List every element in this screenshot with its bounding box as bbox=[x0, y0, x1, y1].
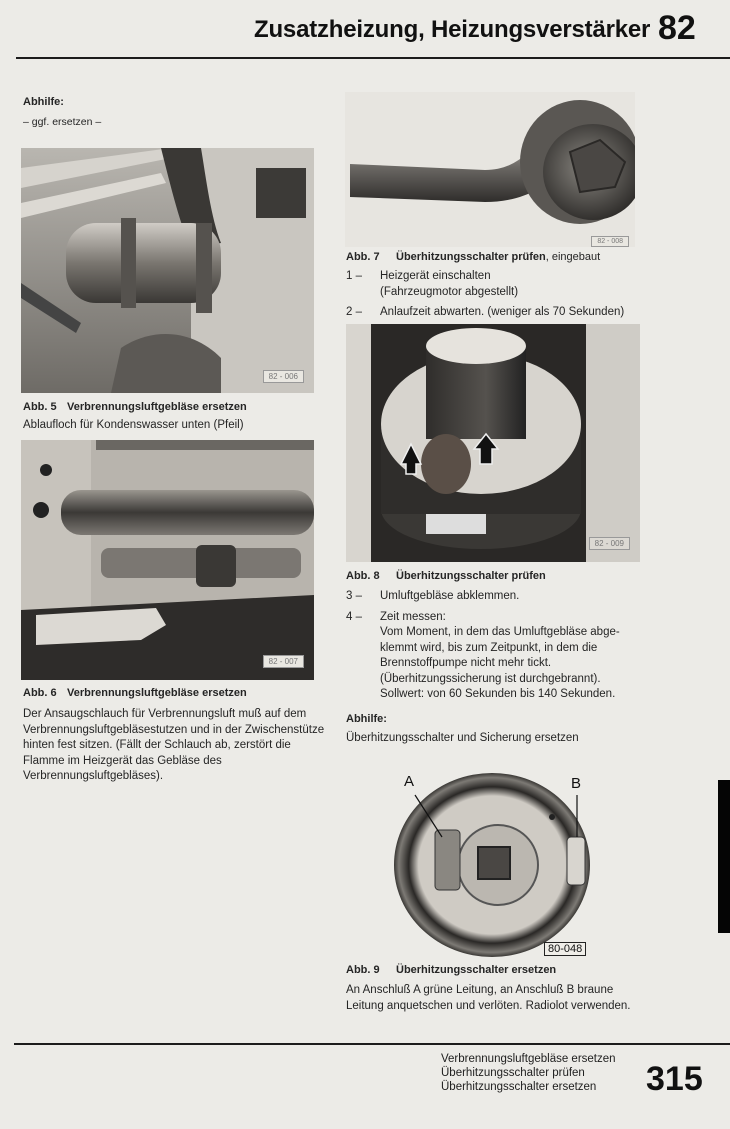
figure8-title: Überhitzungsschalter prüfen bbox=[396, 570, 546, 582]
remedy-text-right: Überhitzungsschalter und Sicherung ersetzen bbox=[346, 732, 579, 744]
page-title: Zusatzheizung, Heizungsverstärker bbox=[254, 16, 651, 43]
section-number: 82 bbox=[658, 9, 696, 47]
footer-topic: Überhitzungsschalter ersetzen bbox=[441, 1081, 597, 1093]
figure5-caption bbox=[23, 400, 247, 416]
figure8-photo bbox=[346, 324, 640, 562]
figure7-photo bbox=[345, 92, 635, 247]
figure9-title: Überhitzungsschalter ersetzen bbox=[396, 964, 557, 976]
header-rule bbox=[16, 57, 730, 59]
figure7-number: Abb. 7 bbox=[346, 251, 380, 263]
figure9-paragraph: An Anschluß A grüne Leitung, an Anschluß B braune Leitung anquetschen und verlöten. Radiolot verwenden. bbox=[346, 984, 631, 1012]
figure9-photo bbox=[380, 765, 610, 961]
thumb-index-tab bbox=[718, 780, 730, 933]
figure5-title: Verbrennungsluftgebläse ersetzen bbox=[67, 401, 247, 413]
footer-rule bbox=[14, 1043, 730, 1045]
figure8-caption bbox=[346, 569, 546, 585]
figure6-caption bbox=[23, 686, 247, 702]
figure7-caption bbox=[346, 250, 600, 266]
figure5-plate-id: 82 - 006 bbox=[263, 370, 304, 383]
figure7-plate-id: 82 - 008 bbox=[591, 236, 629, 247]
remedy-text: – ggf. ersetzen – bbox=[23, 116, 102, 128]
figure7-title-suffix: , eingebaut bbox=[545, 251, 601, 263]
figure6-title: Verbrennungsluftgebläse ersetzen bbox=[67, 687, 247, 699]
figure9-caption bbox=[346, 963, 556, 979]
figure5-note: Ablaufloch für Kondenswasser unten (Pfeil) bbox=[23, 419, 244, 431]
figure9-label-b: B bbox=[571, 775, 582, 792]
figure5-photo bbox=[21, 148, 314, 393]
remedy-heading-right: Abhilfe: bbox=[346, 713, 387, 725]
page-number: 315 bbox=[646, 1060, 703, 1098]
steps-list-a bbox=[346, 269, 646, 321]
figure8-number: Abb. 8 bbox=[346, 570, 380, 582]
footer-topics bbox=[441, 1052, 616, 1094]
figure5-number: Abb. 5 bbox=[23, 401, 57, 413]
step-item: 3 – Umluftgebläse abklemmen. bbox=[346, 590, 520, 602]
figure6-paragraph: Der Ansaugschlauch für Verbrennungsluft muß auf dem Verbrennungsluftgebläsestutzen und in der Zwischenstütze hinten fest sitzen. (Fällt der Schlauch ab, zerstört die Flamme im Heizgerät das Gebläse des Verbrennungsluftgebläses). bbox=[23, 708, 325, 783]
step-item: 4 – Zeit messen: Vom Moment, in dem das Umluftgebläse abge- klemmt wird, bis zum Zeitpunkt, in dem die Brennstoffpumpe nicht mehr tickt. (Überhitzungssicherung ist durchgebrannt). Sollwert: von 60 Sekunden bis 140 Sekunden. bbox=[346, 610, 620, 700]
figure7-title: Überhitzungsschalter prüfen bbox=[396, 251, 546, 263]
figure9-label-a: A bbox=[404, 773, 415, 790]
figure6-number: Abb. 6 bbox=[23, 687, 57, 699]
figure8-plate-id: 82 - 009 bbox=[589, 537, 630, 550]
steps-list-b bbox=[346, 589, 646, 703]
figure9-plate-id: 80-048 bbox=[544, 942, 586, 956]
figure6-plate-id: 82 - 007 bbox=[263, 655, 304, 668]
step-item: 2 – Anlaufzeit abwarten. (weniger als 70 Sekunden) bbox=[346, 306, 625, 318]
footer-topic: Verbrennungsluftgebläse ersetzen bbox=[441, 1053, 616, 1065]
figure6-photo bbox=[21, 440, 314, 680]
remedy-heading: Abhilfe: bbox=[23, 96, 64, 108]
figure9-number: Abb. 9 bbox=[346, 964, 380, 976]
footer-topic: Überhitzungsschalter prüfen bbox=[441, 1067, 585, 1079]
step-item: 1 – Heizgerät einschalten (Fahrzeugmotor abgestellt) bbox=[346, 270, 519, 298]
